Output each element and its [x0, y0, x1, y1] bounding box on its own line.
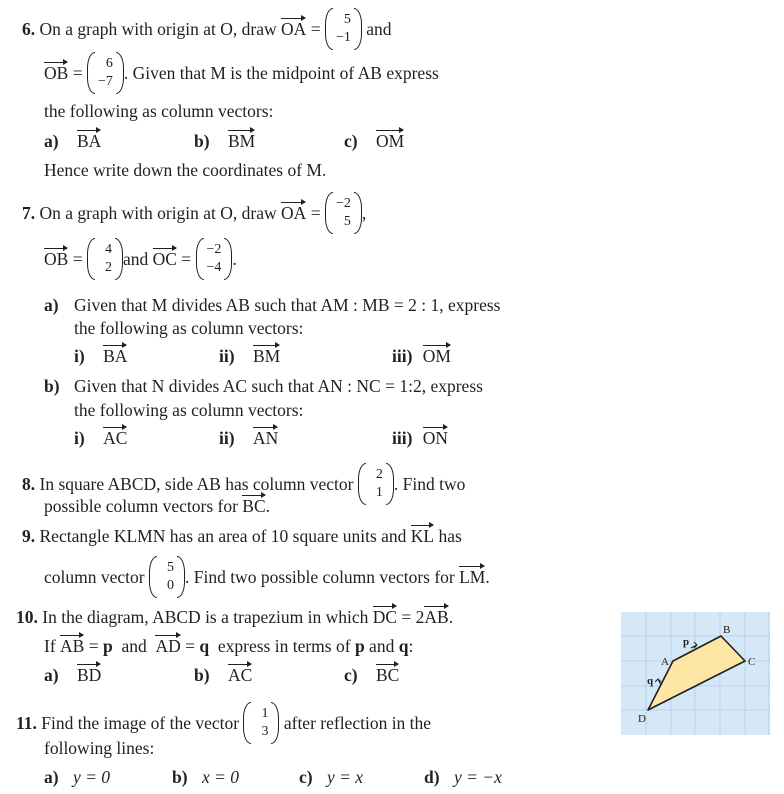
q7a-line2: the following as column vectors:	[74, 318, 304, 338]
q6-line2: OB = 6 −7 . Given that M is the midpoint of AB express	[44, 52, 439, 94]
q10-ab-label: AB	[424, 607, 449, 627]
q10-part-b-vector: AC	[227, 665, 253, 685]
q11-part-d-eq: y = −x	[453, 767, 502, 787]
q11-part-a-label: a)	[44, 767, 59, 787]
q10-part-c-vector: BC	[375, 665, 400, 685]
q6-ob-label: OB	[44, 63, 69, 83]
q8-bc-label: BC	[242, 496, 266, 516]
q7b-label: b)	[44, 376, 60, 396]
q7-number: 7.	[22, 203, 36, 223]
q11-number: 11.	[16, 713, 37, 733]
q7a-i-label: i)	[74, 346, 85, 366]
q9-vector: 5 0	[149, 556, 185, 598]
q6-part-a-label: a)	[44, 131, 59, 151]
q7a-iii-vector: OM	[422, 346, 451, 366]
q10-line1: 10. In the diagram, ABCD is a trapezium in which DC = 2AB.	[16, 607, 454, 627]
q9-number: 9.	[22, 526, 36, 546]
q11-part-b-label: b)	[172, 767, 188, 787]
q6-and: and	[366, 19, 392, 39]
q9-line1: 9. Rectangle KLMN has an area of 10 square units and KL has	[22, 526, 462, 546]
q6-oa-vector: 5 −1	[325, 8, 362, 50]
trapezium-diagram	[621, 612, 770, 735]
q6-intro: On a graph with origin at O, draw	[39, 19, 277, 39]
q7b-subparts	[74, 428, 474, 448]
q8-text1: In square ABCD, side AB has column vector	[39, 474, 354, 494]
q8-number: 8.	[22, 474, 36, 494]
q7b-line1	[44, 376, 483, 396]
q7-comma: ,	[361, 203, 367, 223]
q11-part-c-eq: y = x	[326, 767, 364, 787]
q6-part-b-vector: BM	[227, 131, 256, 151]
q7b-ii-vector: AN	[252, 428, 279, 448]
q11-parts	[44, 767, 524, 787]
q6-part-a-vector: BA	[76, 131, 102, 151]
edge-label-p: p	[683, 636, 690, 648]
q10-part-b-label: b)	[194, 665, 210, 685]
q7-and: and	[122, 249, 149, 269]
edge-label-q: q	[647, 675, 654, 687]
q10-ad-label: AD	[155, 636, 181, 656]
q9-line2: column vector 5 0 . Find two possible column vectors for LM .	[44, 556, 490, 598]
q6-part-c-vector: OM	[375, 131, 405, 151]
q10-line2: If AB = p and AD = q express in terms of p and q:	[44, 636, 414, 656]
q10-part-a-vector: BD	[76, 665, 102, 685]
q7a-label: a)	[44, 295, 59, 315]
q10-dc-label: DC	[372, 607, 398, 627]
q7-oc-label: OC	[152, 249, 177, 269]
q11-part-a-eq: y = 0	[72, 767, 111, 787]
q8-text2: . Find two	[393, 474, 466, 494]
q7-line1: 7. On a graph with origin at O, draw OA = −2 5 ,	[22, 192, 366, 234]
q7a-subparts	[74, 346, 474, 366]
q7-oc-vector: −2 −4	[196, 238, 233, 280]
q7-intro: On a graph with origin at O, draw	[39, 203, 277, 223]
vertex-label-d: D	[638, 713, 646, 725]
q6-part-b-label: b)	[194, 131, 210, 151]
q8-line2: possible column vectors for BC.	[44, 496, 271, 516]
q9-lm-label: LM	[459, 567, 486, 587]
q7b-i-label: i)	[74, 428, 85, 448]
q11-line2: following lines:	[44, 738, 155, 758]
q11-part-c-label: c)	[299, 767, 313, 787]
q7-line2: OB = 4 2 and OC = −2 −4 .	[44, 238, 237, 280]
q11-part-b-eq: x = 0	[201, 767, 240, 787]
q7a-line1	[44, 295, 500, 315]
q7a-iii-label: iii)	[392, 346, 413, 366]
q10-parts	[44, 665, 464, 685]
vertex-label-b: B	[723, 624, 731, 636]
q6-parts	[44, 131, 464, 151]
q7-ob-vector: 4 2	[87, 238, 123, 280]
q10-ab2-label: AB	[60, 636, 85, 656]
q10-number: 10.	[16, 607, 38, 627]
q7a-ii-vector: BM	[252, 346, 281, 366]
q11-part-d-label: d)	[424, 767, 440, 787]
q6-number: 6.	[22, 19, 36, 39]
q11-line1: 11. Find the image of the vector 1 3 after reflection in the	[16, 702, 431, 744]
q6-oa-label: OA	[281, 19, 307, 39]
q7b-line2: the following as column vectors:	[74, 400, 304, 420]
q7-oa-vector: −2 5	[325, 192, 362, 234]
vertex-label-c: C	[748, 656, 756, 668]
q7a-text1: Given that M divides AB such that AM : MB = 2 : 1, express	[74, 295, 501, 315]
q7b-iii-vector: ON	[422, 428, 449, 448]
q10-part-a-label: a)	[44, 665, 59, 685]
q7-period: .	[232, 249, 237, 269]
q7-oa-label: OA	[281, 203, 307, 223]
q6-ob-vector: 6 −7	[87, 52, 124, 94]
q7b-ii-label: ii)	[219, 428, 235, 448]
q8-vector: 2 1	[358, 463, 394, 505]
q6-part-c-label: c)	[344, 131, 358, 151]
q7-ob-label: OB	[44, 249, 69, 269]
q6-line1: 6. On a graph with origin at O, draw OA = 5 −1 and	[22, 8, 392, 50]
q7b-text1: Given that N divides AC such that AN : NC = 1:2, express	[74, 376, 483, 396]
q6-following: the following as column vectors:	[44, 101, 274, 121]
q9-kl-label: KL	[410, 526, 435, 546]
vertex-label-a: A	[661, 656, 669, 668]
q7a-ii-label: ii)	[219, 346, 235, 366]
q7a-i-vector: BA	[103, 346, 128, 366]
q6-hence: Hence write down the coordinates of M.	[44, 160, 327, 180]
q7b-iii-label: iii)	[392, 428, 413, 448]
q7b-i-vector: AC	[103, 428, 128, 448]
q10-part-c-label: c)	[344, 665, 358, 685]
q11-vector: 1 3	[243, 702, 279, 744]
q6-given: . Given that M is the midpoint of AB express	[123, 63, 439, 83]
